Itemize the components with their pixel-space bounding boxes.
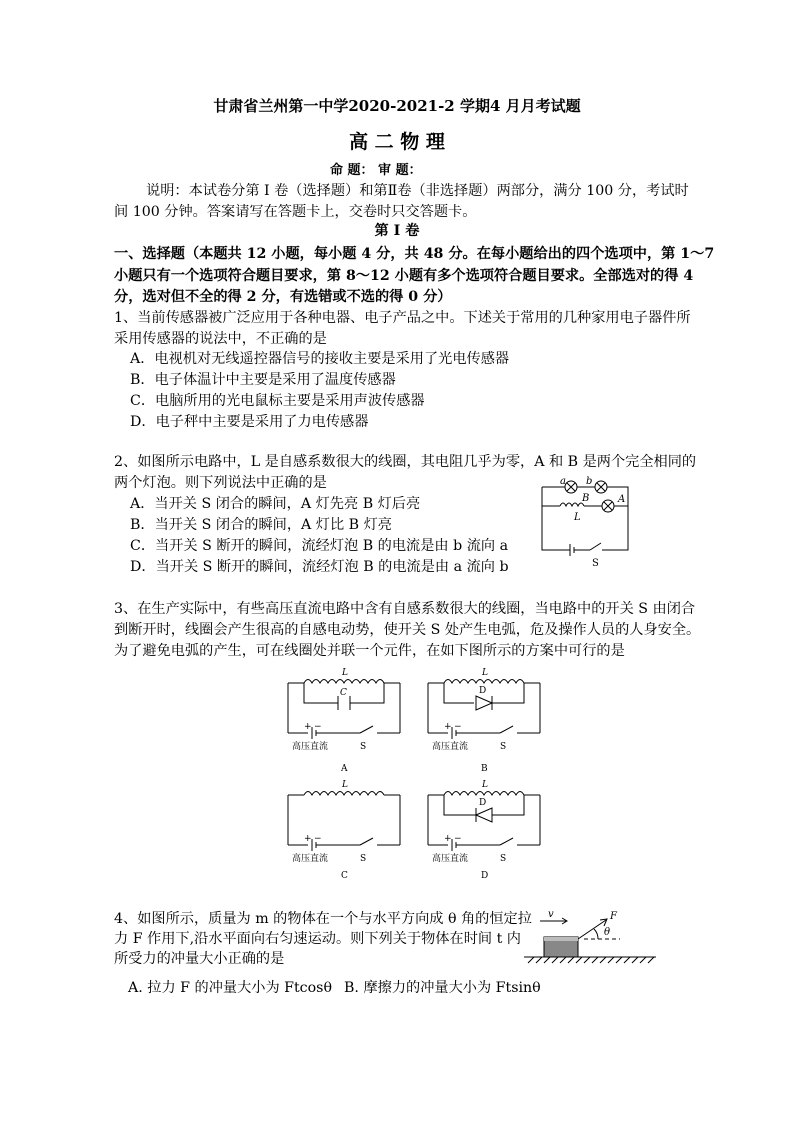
label-b: b: [586, 476, 593, 487]
q1-option-c: C．电脑所用的光电鼠标主要是采用声波传感器: [130, 393, 425, 409]
minus-label: −: [314, 834, 322, 844]
source-label: 高压直流: [432, 854, 469, 864]
authors-line: 命 题： 审 题：: [330, 163, 422, 178]
plus-label: +: [444, 834, 452, 844]
label-L: L: [574, 512, 581, 523]
q2-option-d: D．当开关 S 断开的瞬间，流经灯泡 B 的电流是由 a 流向 b: [130, 559, 509, 575]
exam-title: 甘肃省兰州第一中学2020-2021-2 学期4 月月考试题: [213, 97, 581, 115]
q3-figure-c: [280, 775, 410, 887]
q4-option-a: A. 拉力 F 的冲量大小为 Ftcosθ: [128, 980, 332, 996]
label-v: v: [548, 909, 554, 920]
switch-icon: [590, 543, 601, 550]
figure-letter: D: [481, 871, 489, 881]
label-F: F: [610, 911, 617, 922]
q2-stem-2: 两个灯泡。则下列说法中正确的是: [114, 475, 327, 491]
q4-stem-2: 力 F 作用下,沿水平面向右匀速运动。则下列关于物体在时间 t 内: [114, 931, 521, 947]
q1-option-b: B．电子体温计中主要是采用了温度传感器: [130, 372, 396, 388]
minus-label: −: [454, 722, 462, 732]
q4-option-b: B. 摩擦力的冲量大小为 Ftsinθ: [344, 980, 541, 996]
minus-label: −: [314, 722, 322, 732]
plus-label: +: [444, 722, 452, 732]
subject-title: 高 二 物 理: [349, 131, 445, 153]
source-label: 高压直流: [292, 854, 329, 864]
instruction-line-2: 小题只有一个选项符合题目要求，第 8～12 小题有多个选项符合题目要求。全部选对的得 4: [114, 268, 694, 284]
minus-label: −: [454, 834, 462, 844]
q2-option-a: A．当开关 S 闭合的瞬间，A 灯先亮 B 灯后亮: [130, 496, 421, 512]
q4-stem-1: 4、如图所示，质量为 m 的物体在一个与水平方向成 θ 角的恒定拉: [114, 911, 532, 927]
q4-force-figure: [520, 905, 660, 967]
q3-figure-a: [280, 663, 410, 775]
instruction-line-1: 一、选择题（本题共 12 小题，每小题 4 分，共 48 分。在每小题给出的四个选项中，第 1～7: [114, 246, 715, 262]
label-S: S: [592, 558, 599, 569]
switch-label: S: [500, 742, 507, 752]
q2-option-c: C．当开关 S 断开的瞬间，流经灯泡 B 的电流是由 b 流向 a: [130, 538, 509, 554]
q2-option-b: B．当开关 S 闭合的瞬间，A 灯比 B 灯亮: [130, 517, 392, 533]
q2-stem-1: 2、如图所示电路中，L 是自感系数很大的线圈，其电阻几乎为零，A 和 B 是两个完全相同的: [114, 454, 697, 470]
switch-label: S: [360, 742, 367, 752]
figure-letter: A: [341, 764, 348, 774]
diode-icon: [476, 808, 492, 822]
q3-figure-b: [420, 663, 550, 775]
element-label: D: [479, 798, 487, 808]
coil-label: L: [482, 780, 488, 790]
q4-stem-3: 所受力的冲量大小正确的是: [114, 951, 285, 967]
q1-option-d: D．电子秤中主要是采用了力电传感器: [130, 414, 369, 430]
label-theta: θ: [604, 927, 611, 938]
section-title: 第 I 卷: [374, 223, 420, 239]
q3-stem-2: 到断开时，线圈会产生很高的自感电动势，使开关 S 处产生电弧，危及操作人员的人身安全。: [114, 622, 701, 638]
instruction-line-3: 分，选对但不全的得 2 分，有选错或不选的得 0 分）: [114, 289, 452, 305]
note-line-1: 说明：本试卷分第 I 卷（选择题）和第Ⅱ卷（非选择题）两部分，满分 100 分，考试时: [146, 183, 689, 199]
q3-stem-1: 3、在生产实际中，有些高压直流电路中含有自感系数很大的线圈，当电路中的开关 S 由闭合: [114, 601, 696, 617]
label-B: B: [582, 493, 590, 504]
switch-icon: [360, 838, 373, 845]
q3-figure-d: [420, 775, 550, 887]
q1-stem-1: 1、当前传感器被广泛应用于各种电器、电子产品之中。下述关于常用的几种家用电子器件所: [114, 310, 691, 326]
note-line-2: 间 100 分钟。答案请写在答题卡上，交卷时只交答题卡。: [114, 204, 477, 220]
source-label: 高压直流: [432, 742, 469, 752]
q2-circuit-figure: [530, 475, 640, 570]
coil-label: L: [342, 668, 348, 678]
q3-stem-3: 为了避免电弧的产生，可在线圈处并联一个元件，在如下图所示的方案中可行的是: [114, 643, 625, 659]
figure-letter: B: [481, 764, 488, 774]
plus-label: +: [304, 722, 312, 732]
element-label: C: [340, 688, 347, 698]
switch-icon: [500, 838, 513, 845]
figure-letter: C: [341, 871, 348, 881]
plus-label: +: [304, 834, 312, 844]
switch-label: S: [500, 854, 507, 864]
element-label: D: [479, 686, 487, 696]
switch-icon: [500, 726, 513, 733]
switch-label: S: [360, 854, 367, 864]
diode-icon: [476, 696, 492, 710]
coil-label: L: [482, 668, 488, 678]
q1-option-a: A．电视机对无线遥控器信号的接收主要是采用了光电传感器: [130, 351, 510, 367]
label-A: A: [618, 494, 626, 505]
q1-stem-2: 采用传感器的说法中，不正确的是: [114, 331, 327, 347]
label-a: a: [560, 476, 566, 487]
capacitor-icon: [338, 696, 350, 710]
switch-icon: [360, 726, 373, 733]
source-label: 高压直流: [292, 742, 329, 752]
coil-label: L: [342, 780, 348, 790]
